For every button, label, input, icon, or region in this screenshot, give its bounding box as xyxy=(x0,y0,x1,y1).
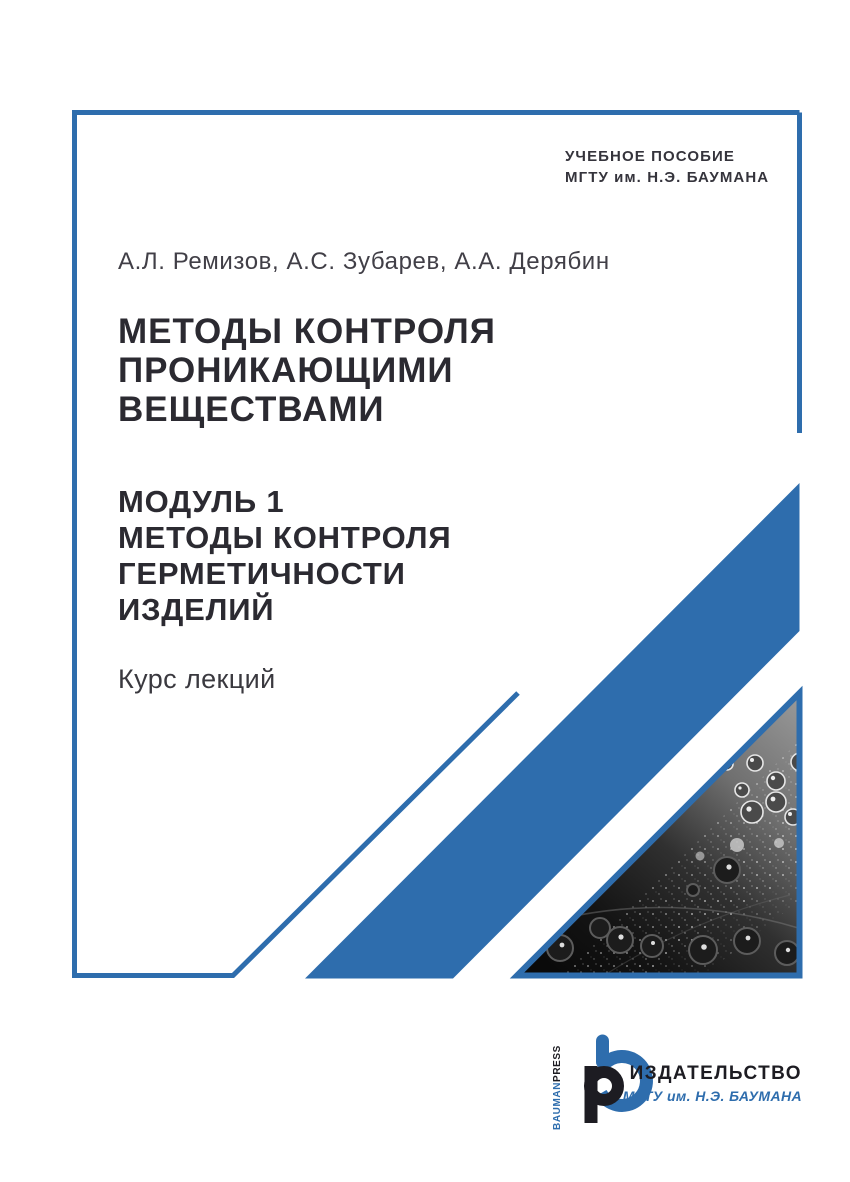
module-line: ИЗДЕЛИЙ xyxy=(118,592,275,627)
imprint-line2: МГТУ им. Н.Э. БАУМАНА xyxy=(565,169,770,186)
module-line: МЕТОДЫ КОНТРОЛЯ xyxy=(118,520,452,555)
publisher-org: МГТУ им. Н.Э. БАУМАНА xyxy=(622,1088,802,1104)
title-line: МЕТОДЫ КОНТРОЛЯ xyxy=(118,312,496,351)
module-line: МОДУЛЬ 1 xyxy=(118,484,285,519)
imprint xyxy=(565,146,769,188)
publisher-vertical-bauman: BAUMAN xyxy=(552,1081,563,1130)
module-title xyxy=(118,484,451,628)
publisher-vertical-label xyxy=(552,1040,566,1130)
title-line: ПРОНИКАЮЩИМИ xyxy=(118,351,454,390)
publisher-vertical-press: PRESS xyxy=(552,1045,563,1082)
book-title xyxy=(118,312,496,429)
module-line: ГЕРМЕТИЧНОСТИ xyxy=(118,556,406,591)
publisher-name: ИЗДАТЕЛЬСТВО xyxy=(629,1063,802,1084)
imprint-line1: УЧЕБНОЕ ПОСОБИЕ xyxy=(565,148,735,165)
subtitle: Курс лекций xyxy=(118,664,276,694)
authors: А.Л. Ремизов, А.С. Зубарев, А.А. Дерябин xyxy=(118,248,610,275)
title-line: ВЕЩЕСТВАМИ xyxy=(118,390,385,429)
